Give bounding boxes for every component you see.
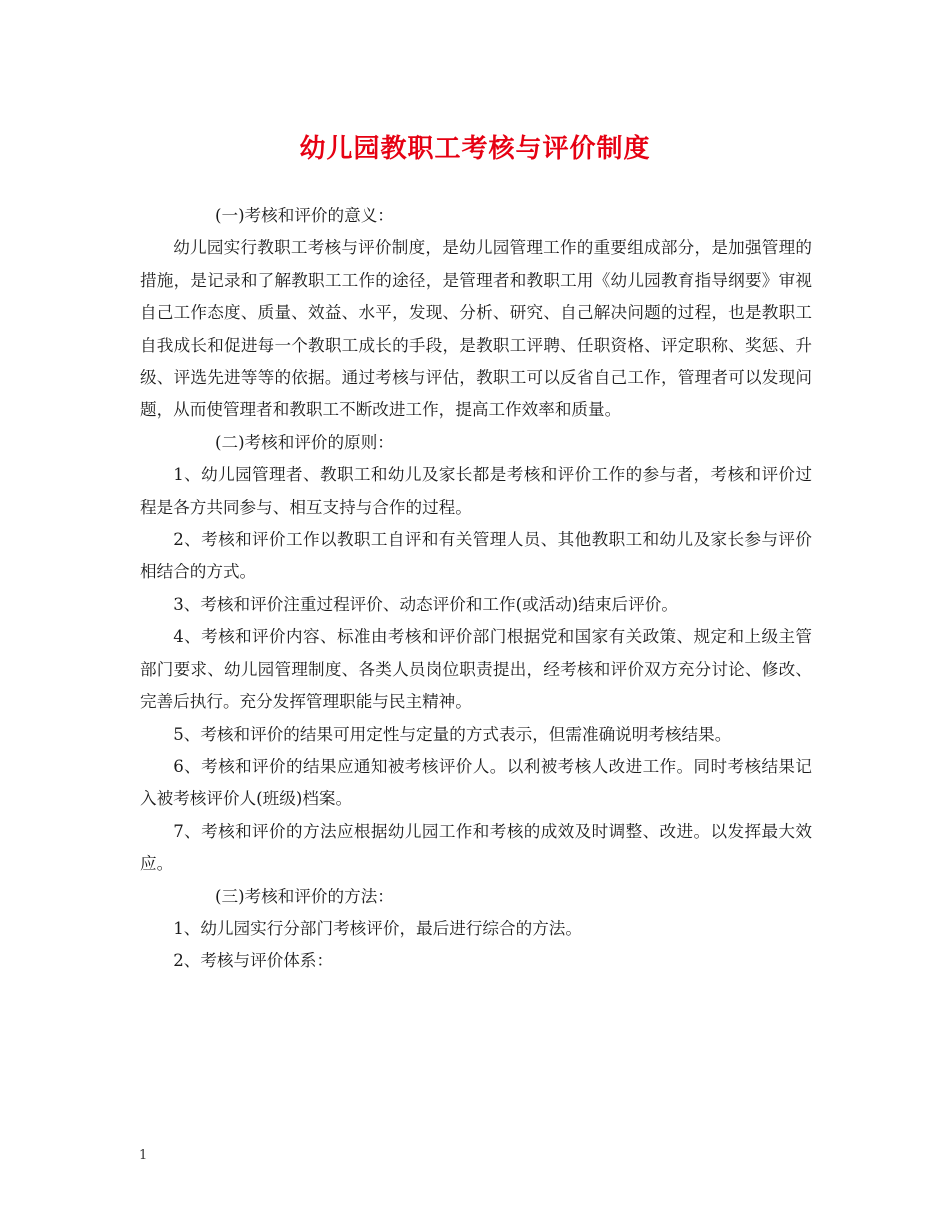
section-heading-methods: (三)考核和评价的方法：: [215, 886, 394, 906]
principle-item-3: 3、考核和评价注重过程评价、动态评价和工作(或活动)结束后评价。: [173, 594, 678, 614]
section-heading-significance: (一)考核和评价的意义：: [215, 206, 394, 225]
document-body: [140, 200, 812, 978]
section-heading-principles: (二)考核和评价的原则：: [215, 432, 394, 452]
paragraph-significance: 幼儿园实行教职工考核与评价制度，是幼儿园管理工作的重要组成部分，是加强管理的措施，是记录和了解教职工工作的途径，是管理者和教职工用《幼儿园教育指导纲要》审视自己工作态度、质量、效益、水平，发现、分析、研究、自己解决问题的过程，也是教职工自我成长和促进每一个教职工成长的手段，是教职工评聘、任职资格、评定职称、奖惩、升级、评选先进等等的依据。通过考核与评估，教职工可以反省自己工作，管理者可以发现问题，从而使管理者和教职工不断改进工作，提高工作效率和质量。: [140, 238, 812, 420]
principle-item-4: 4、考核和评价内容、标准由考核和评价部门根据党和国家有关政策、规定和上级主管部门要求、幼儿园管理制度、各类人员岗位职责提出，经考核和评价双方充分讨论、修改、完善后执行。充分发挥管理职能与民主精神。: [140, 627, 812, 712]
principle-item-6: 6、考核和评价的结果应通知被考核评价人。以利被考核人改进工作。同时考核结果记入被考核评价人(班级)档案。: [140, 756, 812, 809]
principle-item-7: 7、考核和评价的方法应根据幼儿园工作和考核的成效及时调整、改进。以发挥最大效应。: [140, 821, 812, 874]
document-title: 幼儿园教职工考核与评价制度: [299, 134, 651, 164]
principle-item-5: 5、考核和评价的结果可用定性与定量的方式表示，但需准确说明考核结果。: [173, 724, 732, 744]
method-item-1: 1、幼儿园实行分部门考核评价，最后进行综合的方法。: [173, 918, 582, 938]
method-item-2: 2、考核与评价体系：: [173, 951, 334, 971]
principle-item-2: 2、考核和评价工作以教职工自评和有关管理人员、其他教职工和幼儿及家长参与评价相结合的方式。: [140, 530, 812, 582]
page-number: 1: [139, 1148, 148, 1163]
principle-item-1: 1、幼儿园管理者、教职工和幼儿及家长都是考核和评价工作的参与者，考核和评价过程是各方共同参与、相互支持与合作的过程。: [140, 465, 812, 517]
